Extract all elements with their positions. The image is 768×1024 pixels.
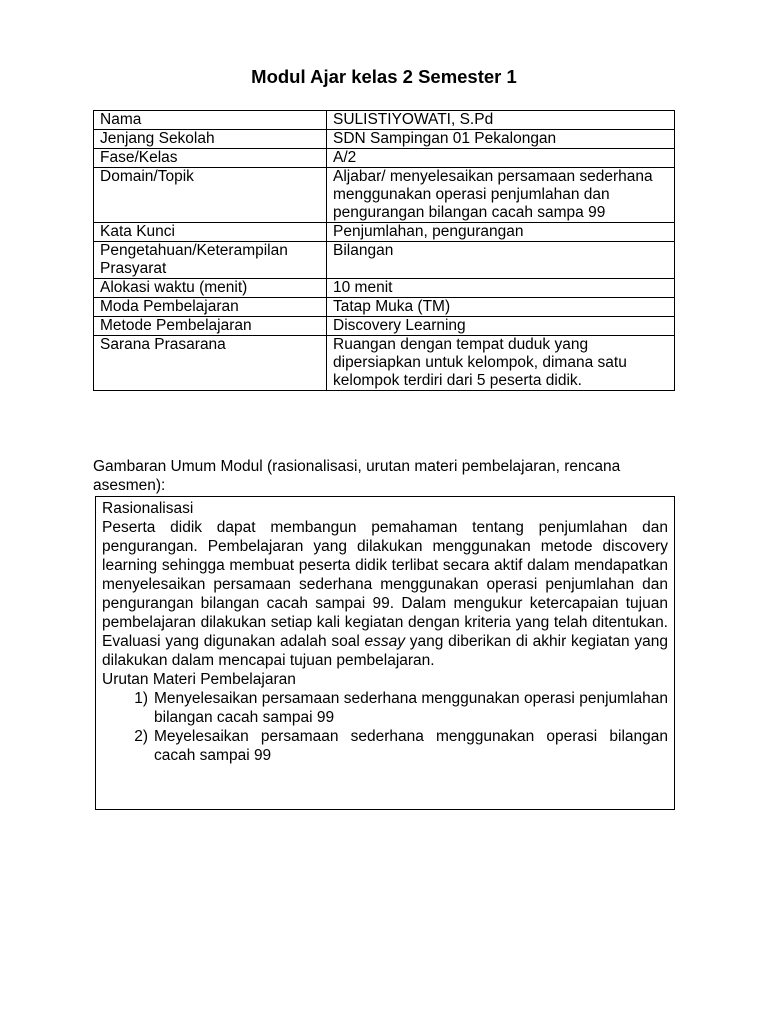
table-row: [94, 242, 675, 279]
list-item: [102, 727, 668, 765]
table-row: [94, 149, 675, 168]
info-key: Moda Pembelajaran: [94, 298, 327, 317]
info-value: SDN Sampingan 01 Pekalongan: [327, 130, 675, 149]
info-value: Bilangan: [327, 242, 675, 279]
list-item-text: Menyelesaikan persamaan sederhana menggunakan operasi penjumlahan bilangan cacah sampai 99: [154, 690, 668, 726]
urutan-heading: Urutan Materi Pembelajaran: [102, 671, 296, 688]
urutan-list: [102, 689, 668, 765]
info-value: Penjumlahan, pengurangan: [327, 223, 675, 242]
info-key: Pengetahuan/Keterampilan Prasyarat: [94, 242, 327, 279]
list-item: [102, 689, 668, 727]
info-value: Discovery Learning: [327, 317, 675, 336]
info-key: Jenjang Sekolah: [94, 130, 327, 149]
document-title: Modul Ajar kelas 2 Semester 1: [251, 66, 517, 87]
info-value: Tatap Muka (TM): [327, 298, 675, 317]
table-row: [94, 130, 675, 149]
info-key: Nama: [94, 111, 327, 130]
table-row: [94, 298, 675, 317]
info-key: Metode Pembelajaran: [94, 317, 327, 336]
info-value: Aljabar/ menyelesaikan persamaan sederhana menggunakan operasi penjumlahan dan pengurangan bilangan cacah sampa 99: [327, 168, 675, 223]
info-value: SULISTIYOWATI, S.Pd: [327, 111, 675, 130]
module-info-table: [93, 110, 675, 391]
table-row: [94, 111, 675, 130]
info-key: Fase/Kelas: [94, 149, 327, 168]
info-value: 10 menit: [327, 279, 675, 298]
list-item-text: Meyelesaikan persamaan sederhana menggunakan operasi bilangan cacah sampai 99: [154, 728, 668, 764]
rasionalisasi-text-2: yang diberikan di akhir kegiatan yang dilakukan dalam mencapai tujuan pembelajaran.: [102, 633, 668, 669]
info-key: Kata Kunci: [94, 223, 327, 242]
list-item-number: 2): [134, 728, 148, 745]
rasionalisasi-text-1: Peserta didik dapat membangun pemahaman tentang penjumlahan dan pengurangan. Pembelajaran yang dilakukan menggunakan metode discovery learning sehingga membuat peserta didik terlibat secara aktif dalam mendapatkan menyelesaikan persamaan sederhana menggunakan operasi penjumlahan dan pengurangan bilangan cacah sampai 99. Dalam mengukur ketercapaian tujuan pembelajaran dilakukan setiap kali kegiatan dengan kriteria yang telah ditentukan. Evaluasi yang digunakan adalah soal: [102, 519, 668, 650]
table-row: [94, 279, 675, 298]
gambaran-box: [95, 496, 675, 810]
table-row: [94, 317, 675, 336]
gambaran-heading: Gambaran Umum Modul (rasionalisasi, urutan materi pembelajaran, rencana asesmen):: [93, 458, 621, 494]
rasionalisasi-heading: Rasionalisasi: [102, 500, 194, 517]
info-key: Alokasi waktu (menit): [94, 279, 327, 298]
info-key: Domain/Topik: [94, 168, 327, 223]
info-value: Ruangan dengan tempat duduk yang dipersiapkan untuk kelompok, dimana satu kelompok terdiri dari 5 peserta didik.: [327, 336, 675, 391]
list-item-number: 1): [134, 690, 148, 707]
table-row: [94, 336, 675, 391]
table-row: [94, 223, 675, 242]
info-key: Sarana Prasarana: [94, 336, 327, 391]
info-value: A/2: [327, 149, 675, 168]
rasionalisasi-paragraph: [102, 518, 668, 670]
rasionalisasi-emphasis: essay: [364, 633, 406, 650]
table-row: [94, 168, 675, 223]
